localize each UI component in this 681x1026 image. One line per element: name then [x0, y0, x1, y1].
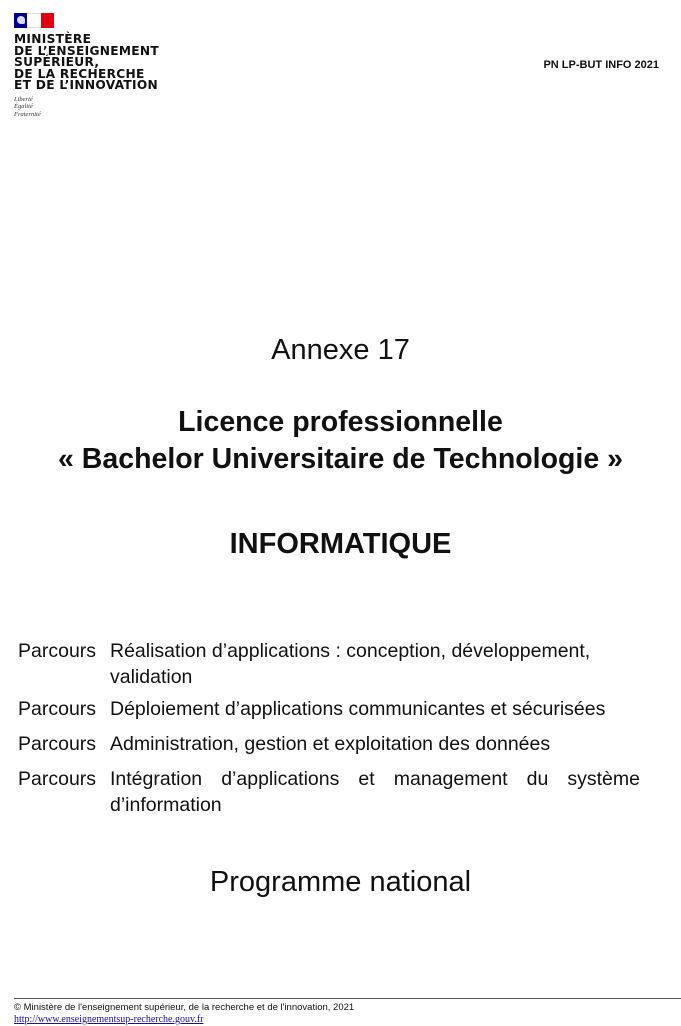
parcours-text: Réalisation d’applications : conception, développement, validation	[110, 640, 591, 688]
ministry-line: DE L’ENSEIGNEMENT	[14, 43, 160, 58]
programme-heading: Programme national	[209, 866, 472, 898]
parcours-label: Parcours	[18, 698, 97, 720]
ministry-name	[14, 34, 194, 92]
parcours-label: Parcours	[18, 768, 97, 790]
ministry-logo	[14, 13, 194, 118]
subject-heading: INFORMATIQUE	[229, 528, 452, 560]
footer-divider	[14, 998, 681, 999]
motto-line: Égalité	[14, 103, 33, 110]
ministry-line: MINISTÈRE	[14, 32, 92, 46]
parcours-text: Intégration d’applications et management du système d’information	[110, 768, 640, 816]
french-flag-icon	[14, 13, 54, 28]
title-line-1: Licence professionnelle	[178, 406, 503, 438]
document-title	[0, 404, 681, 478]
republic-motto	[14, 96, 194, 119]
parcours-text: Administration, gestion et exploitation des données	[110, 733, 551, 755]
footer-copyright: © Ministère de l'enseignement supérieur, de la recherche et de l'innovation, 2021	[14, 1002, 355, 1013]
parcours-text: Déploiement d’applications communicantes et sécurisées	[110, 698, 606, 720]
parcours-item	[18, 638, 640, 690]
motto-line: Liberté	[14, 95, 33, 103]
document-reference: PN LP-BUT INFO 2021	[543, 59, 659, 71]
ministry-line: ET DE L’INNOVATION	[14, 78, 159, 92]
ministry-line: SUPÉRIEUR,	[14, 55, 100, 69]
ministry-line: DE LA RECHERCHE	[14, 66, 145, 81]
parcours-list	[18, 638, 640, 818]
motto-line: Fraternité	[14, 110, 41, 118]
annexe-heading: Annexe 17	[271, 334, 410, 366]
parcours-label: Parcours	[18, 733, 97, 755]
parcours-label: Parcours	[18, 640, 97, 662]
parcours-item	[18, 731, 640, 757]
parcours-item	[18, 696, 640, 722]
ministry-website-link[interactable]: http://www.enseignementsup-recherche.gouv.fr	[14, 1014, 204, 1025]
title-line-2: « Bachelor Universitaire de Technologie »	[58, 443, 623, 475]
parcours-item	[18, 766, 640, 818]
